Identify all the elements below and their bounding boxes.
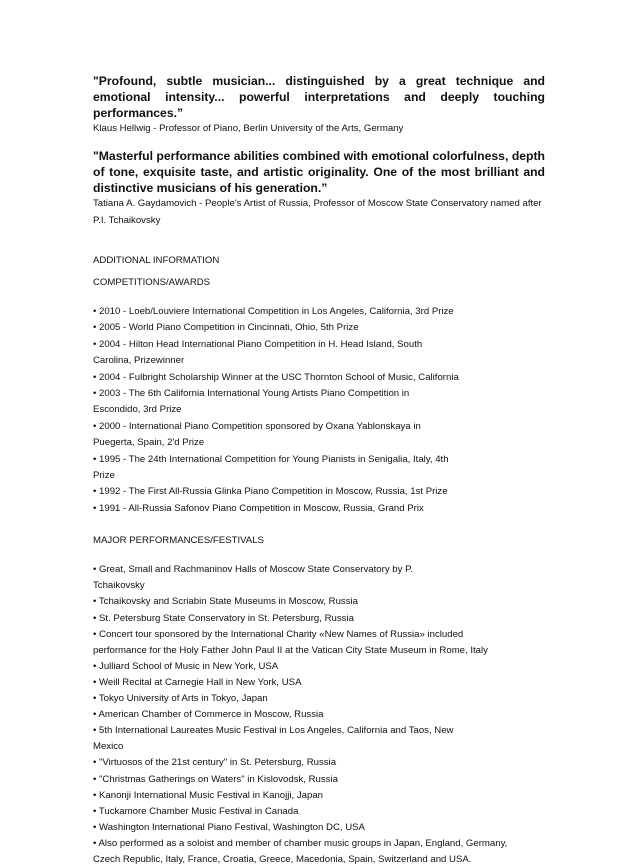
list-item: • Tuckamore Chamber Music Festival in Canada (93, 805, 299, 817)
document-content (93, 70, 545, 868)
list-item: • 2005 - World Piano Competition in Cincinnati, Ohio, 5th Prize (93, 322, 359, 334)
list-item: • 2004 - Fulbright Scholarship Winner at the USC Thornton School of Music, California (93, 371, 459, 383)
quote-attribution: Klaus Hellwig - Professor of Piano, Berlin University of the Arts, Germany (93, 123, 404, 134)
list-item-continuation: Carolina, Prizewinner (93, 355, 185, 367)
list-item: • "Christmas Gatherings on Waters" in Kislovodsk, Russia (93, 773, 338, 785)
list-item: • Also performed as a soloist and member of chamber music groups in Japan, England, Germany, (93, 837, 508, 849)
list-item: • 1995 - The 24th International Competition for Young Pianists in Senigalia, Italy, 4th (93, 453, 449, 465)
quote-text: "Masterful performance abilities combined with emotional colorfulness, depth of tone, exquisite taste, and artistic originality. One of the most brilliant and distinctive musicians of his generation.” (93, 149, 545, 195)
list-item: • "Virtuosos of the 21st century" in St. Petersburg, Russia (93, 757, 337, 769)
competitions-list (93, 304, 545, 517)
list-item: • 2004 - Hilton Head International Piano Competition in H. Head Island, South (93, 338, 423, 350)
list-item: • Washington International Piano Festival, Washington DC, USA (93, 821, 365, 833)
list-item: • Tchaikovsky and Scriabin State Museums in Moscow, Russia (93, 596, 358, 608)
list-item-continuation: Prize (93, 470, 115, 482)
list-item: • Concert tour sponsored by the International Charity «New Names of Russia» included (93, 628, 464, 640)
list-item: • 1991 - All-Russia Safonov Piano Competition in Moscow, Russia, Grand Prix (93, 502, 424, 514)
list-item: • Tokyo University of Arts in Tokyo, Japan (93, 693, 268, 705)
quote-text: "Profound, subtle musician... distinguished by a great technique and emotional intensity... powerful interpretations and deeply touching performances.” (93, 74, 545, 120)
list-item: • 2003 - The 6th California International Young Artists Piano Competition in (93, 388, 410, 400)
performances-heading: MAJOR PERFORMANCES/FESTIVALS (93, 535, 264, 547)
list-item: • 2010 - Loeb/Louviere International Competition in Los Angeles, California, 3rd Prize (93, 306, 454, 317)
list-item: • Kanonji International Music Festival in Kanojji, Japan (93, 789, 324, 801)
list-item: • American Chamber of Commerce in Moscow, Russia (93, 709, 324, 721)
list-item-continuation: Mexico (93, 741, 124, 753)
list-item: • Weill Recital at Carnegie Hall in New York, USA (93, 676, 302, 688)
list-item-continuation: performance for the Holy Father John Paul II at the Vatican City State Museum in Rome, Italy (93, 644, 488, 656)
list-item: • 1992 - The First All-Russia Glinka Piano Competition in Moscow, Russia, 1st Prize (93, 486, 448, 498)
additional-information-heading: ADDITIONAL INFORMATION (93, 255, 220, 266)
quote-block-hellwig (93, 73, 545, 137)
list-item: • Julliard School of Music in New York, USA (93, 660, 279, 672)
list-item-continuation: Tchaikovsky (93, 580, 145, 592)
list-item-continuation: Czech Republic, Italy, France, Croatia, Greece, Macedonia, Spain, Switzerland and USA. (93, 853, 472, 865)
list-item: • Great, Small and Rachmaninov Halls of Moscow State Conservatory by P. (93, 564, 413, 576)
performances-list (93, 562, 545, 868)
list-item-continuation: Puegerta, Spain, 2'd Prize (93, 437, 205, 449)
list-item: • 5th International Laureates Music Festival in Los Angeles, California and Taos, New (93, 725, 454, 737)
list-item: • St. Petersburg State Conservatory in St. Petersburg, Russia (93, 612, 354, 624)
quote-attribution-line: P.I. Tchaikovsky (93, 214, 161, 226)
quote-block-gaydamovich (93, 148, 545, 229)
competitions-heading: COMPETITIONS/AWARDS (93, 277, 211, 288)
list-item: • 2000 - International Piano Competition sponsored by Oxana Yablonskaya in (93, 420, 421, 432)
quote-attribution-line: Tatiana A. Gaydamovich - People's Artist of Russia, Professor of Moscow State Conservatory named after (93, 198, 542, 209)
list-item-continuation: Escondido, 3rd Prize (93, 404, 182, 416)
